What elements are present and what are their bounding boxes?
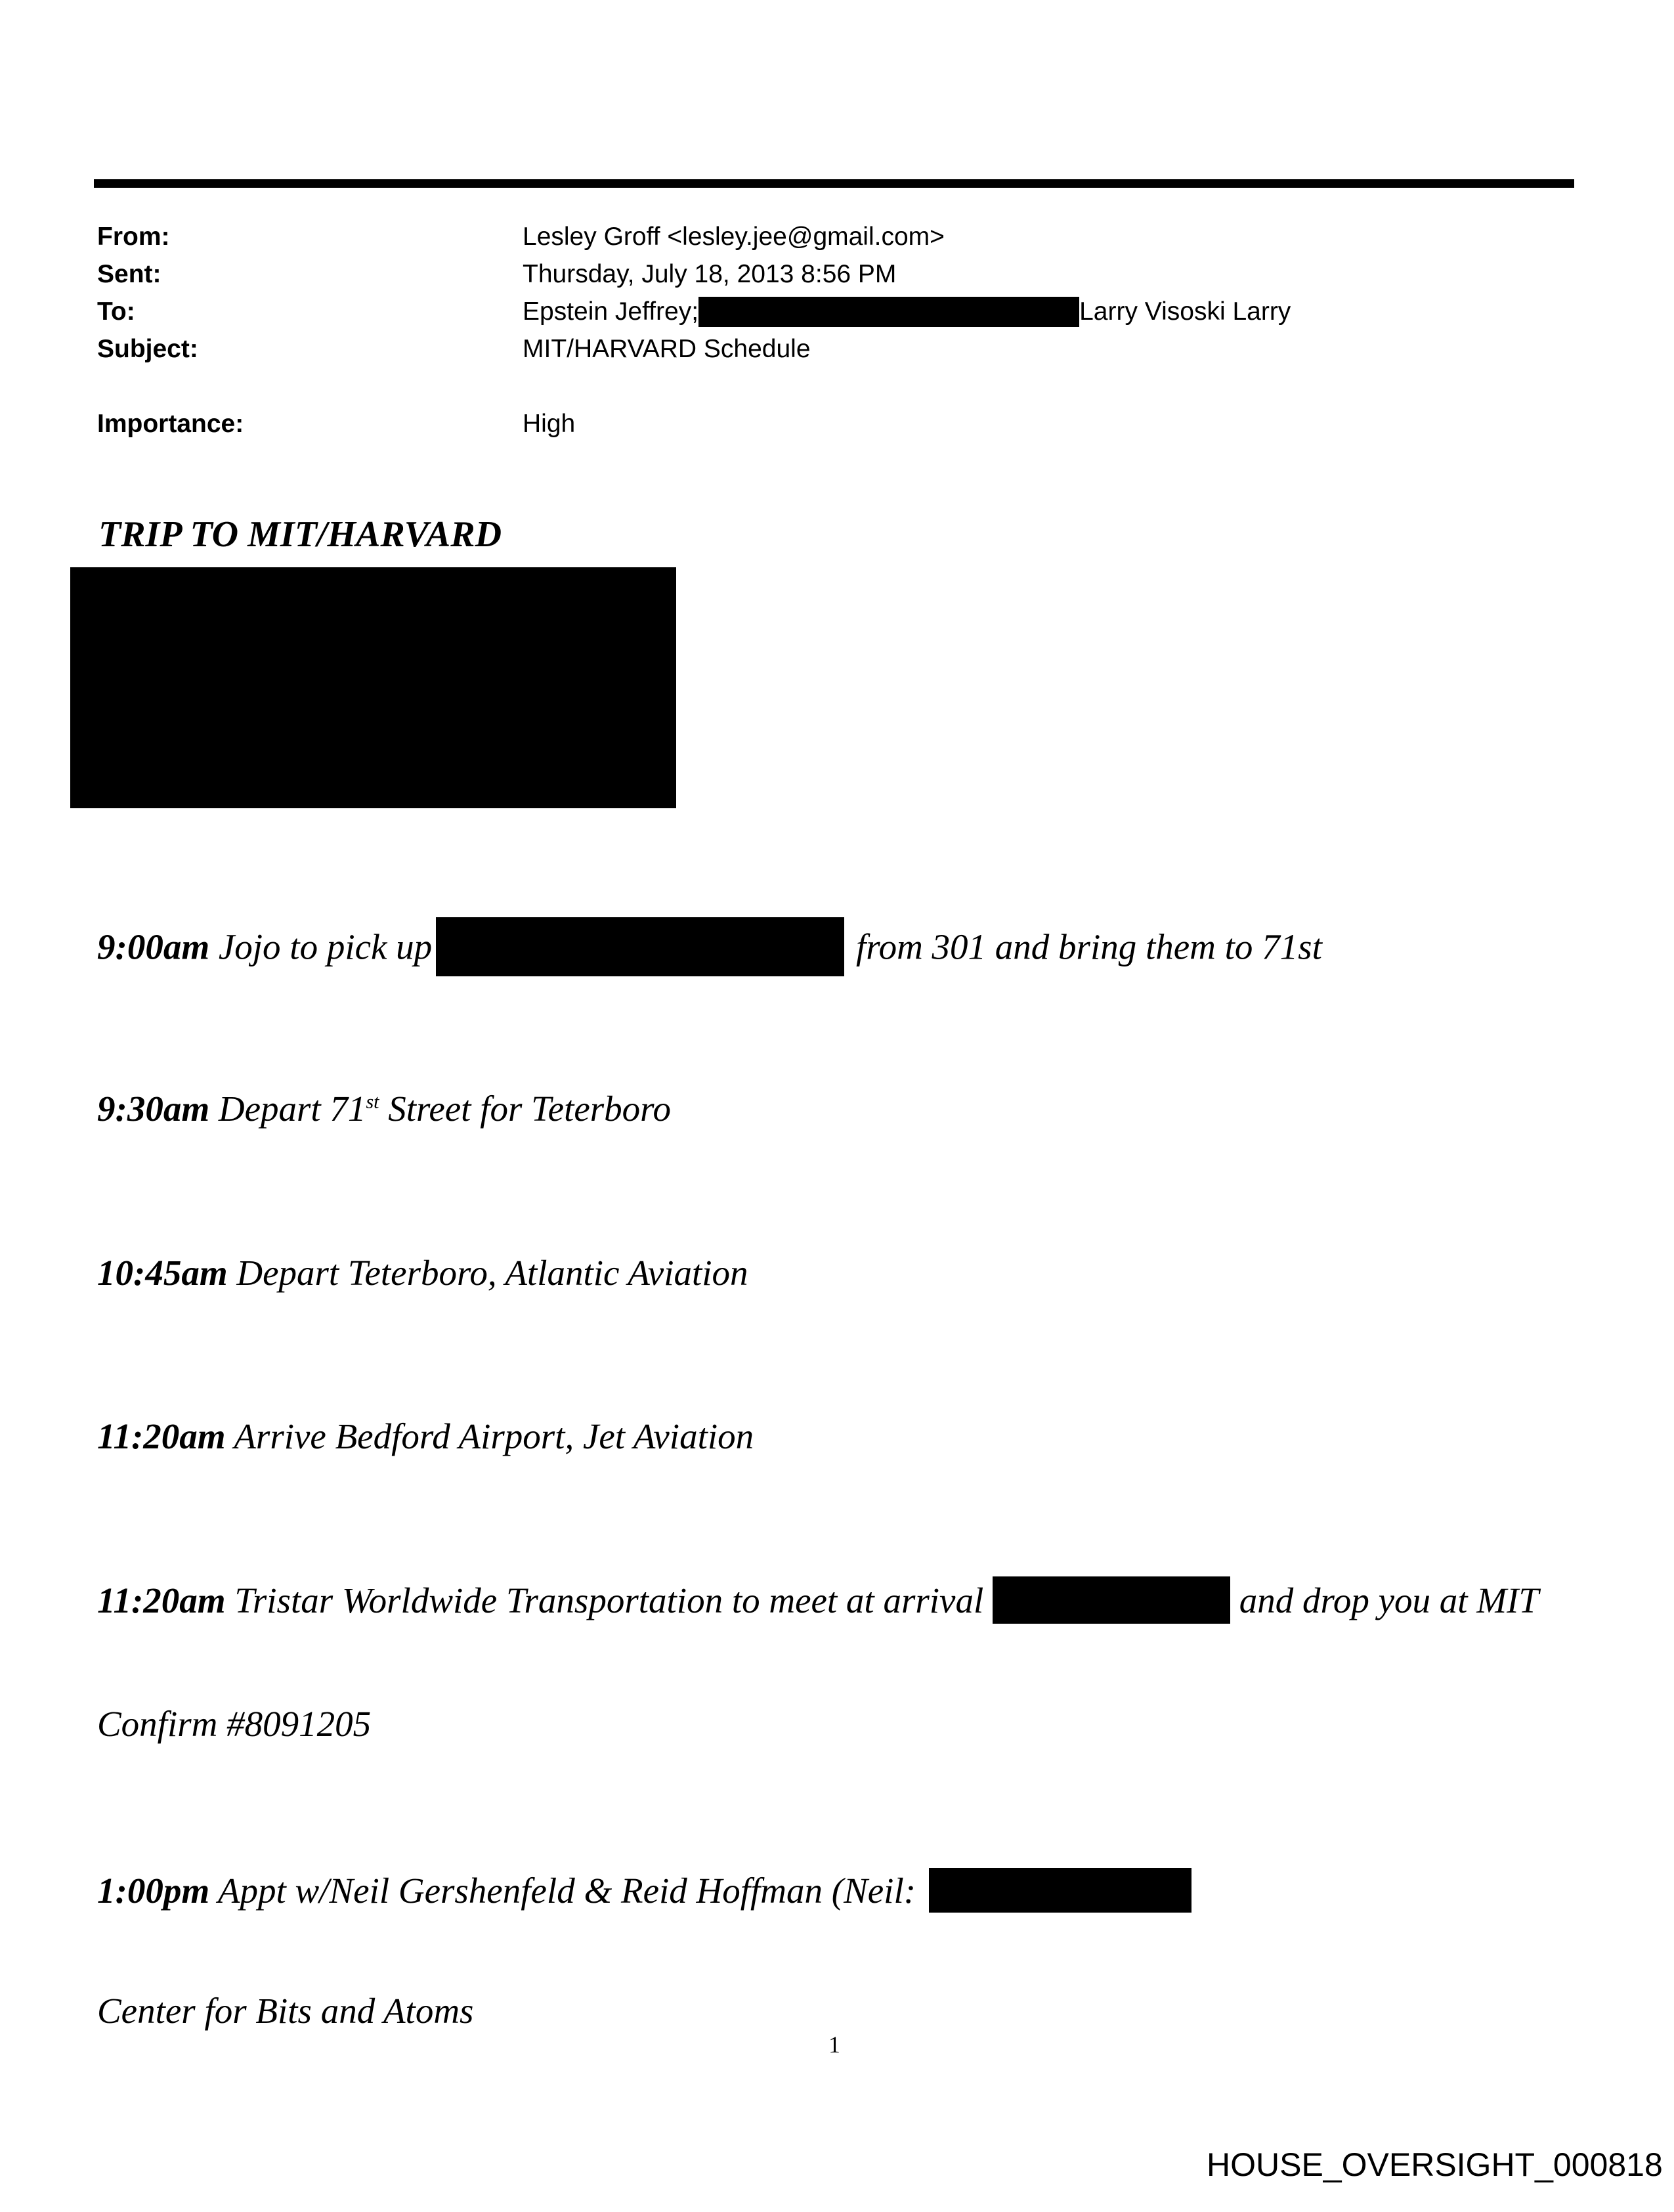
page-number: 1 [828,2031,840,2058]
entry-text: Appt w/Neil Gershenfeld & Reid Hoffman (Neil: [209,1871,925,1911]
email-header [97,218,1574,443]
subject-value: MIT/HARVARD Schedule [523,334,811,363]
entry-text: and drop you at MIT [1230,1580,1539,1620]
importance-value: High [523,409,576,438]
schedule-entry [97,1414,1581,1460]
redaction-box [436,917,844,976]
to-recipient-epstein: Epstein Jeffrey; [523,297,699,326]
subject-label: Subject: [97,334,198,363]
schedule-entry [97,921,1581,980]
schedule-entry [97,1250,1581,1296]
sent-row [97,255,1574,293]
to-label: To: [97,297,135,326]
subject-row [97,330,1574,368]
to-recipient-visoski: Larry Visoski Larry [1079,297,1291,326]
trip-title: TRIP TO MIT/HARVARD [98,514,502,555]
from-label: From: [97,222,170,251]
schedule-entry [97,1578,1581,1628]
importance-row [97,405,1574,443]
entry-text: Jojo to pick up [209,926,433,967]
importance-label: Importance: [97,409,244,438]
entry-text: Street for Teterboro [379,1089,672,1129]
redaction-block [70,567,676,808]
to-row [97,293,1574,330]
from-value: Lesley Groff <lesley.jee@gmail.com> [523,222,945,251]
entry-time: 1:00pm [97,1871,210,1911]
entry-text: Tristar Worldwide Transportation to meet at arrival [225,1580,993,1620]
redaction-box [929,1868,1191,1913]
entry-text: Depart 71 [209,1089,366,1129]
sent-value: Thursday, July 18, 2013 8:56 PM [523,259,897,288]
entry-text: Arrive Bedford Airport, Jet Aviation [225,1416,754,1456]
entry-time: 11:20am [97,1580,226,1620]
entry-text: Depart Teterboro, Atlantic Aviation [227,1253,748,1293]
entry-time: 9:00am [97,926,210,967]
location-note: Center for Bits and Atoms [97,1991,474,2031]
entry-superscript: st [366,1091,379,1113]
sent-label: Sent: [97,259,161,288]
entry-time: 9:30am [97,1089,210,1129]
entry-time: 10:45am [97,1253,228,1293]
redaction-box [993,1576,1230,1624]
entry-text: from 301 and bring them to 71st [847,926,1322,967]
schedule-entry [97,1868,1581,1917]
redaction-box [698,297,1079,327]
confirmation-note: Confirm #8091205 [97,1704,372,1744]
header-divider-rule [94,179,1574,188]
bates-number: HOUSE_OVERSIGHT_000818 [1207,2146,1663,2183]
entry-time: 11:20am [97,1416,226,1456]
from-row [97,218,1574,255]
schedule-entry [97,1086,1581,1132]
to-value [523,297,1291,327]
